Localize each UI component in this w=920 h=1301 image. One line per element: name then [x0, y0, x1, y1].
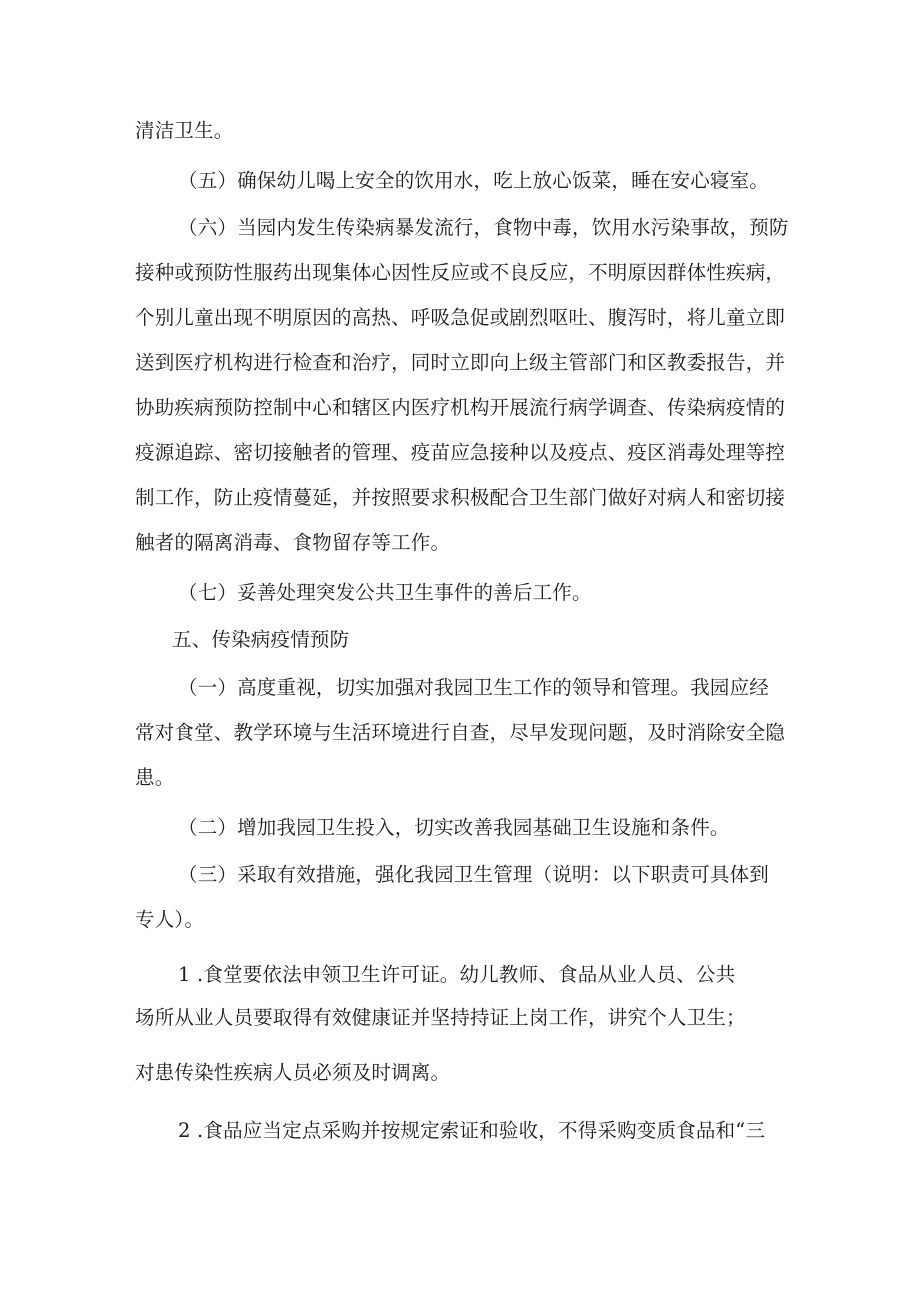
- list-item-line: 1 .食堂要依法申领卫生许可证。幼儿教师、食品从业人员、公共: [178, 963, 736, 986]
- list-item-line: 场所从业人员要取得有效健康证并坚持持证上岗工作，讲究个人卫生；: [135, 1006, 746, 1029]
- paragraph-line: 疫源追踪、密切接触者的管理、疫苗应急接种以及疫点、疫区消毒处理等控: [135, 441, 786, 464]
- paragraph-line: 个别儿童出现不明原因的高热、呼吸急促或剧烈呕吐、腹泻时，将儿童立即: [135, 306, 786, 329]
- paragraph-line: 专人）。: [135, 908, 205, 931]
- list-item-line: 对患传染性疾病人员必须及时调离。: [135, 1061, 451, 1084]
- section-heading: 五、传染病疫情预防: [172, 628, 350, 651]
- paragraph-line: （二）增加我园卫生投入，切实改善我园基础卫生设施和条件。: [178, 816, 730, 839]
- paragraph-line: 接种或预防性服药出现集体心因性反应或不良反应，不明原因群体性疾病，: [135, 261, 786, 284]
- paragraph-line: （七）妥善处理突发公共卫生事件的善后工作。: [178, 581, 592, 604]
- paragraph-line: 患。: [135, 766, 175, 789]
- paragraph-line: 送到医疗机构进行检查和治疗，同时立即向上级主管部门和区教委报告，并: [135, 351, 786, 374]
- list-item-line: 2 .食品应当定点采购并按规定索证和验收，不得采购变质食品和“三: [178, 1119, 766, 1142]
- paragraph-line: （三）采取有效措施，强化我园卫生管理（说明：以下职责可具体到: [178, 863, 770, 886]
- paragraph-line: 清洁卫生。: [135, 119, 234, 142]
- paragraph-line: （五）确保幼儿喝上安全的饮用水，吃上放心饭菜，睡在安心寝室。: [178, 169, 770, 192]
- paragraph-line: （六）当园内发生传染病暴发流行，食物中毒，饮用水污染事故，预防: [178, 216, 789, 239]
- paragraph-line: 制工作，防止疫情蔓延，并按照要求积极配合卫生部门做好对病人和密切接: [135, 486, 786, 509]
- paragraph-line: 触者的隔离消毒、食物留存等工作。: [135, 531, 451, 554]
- paragraph-line: （一）高度重视，切实加强对我园卫生工作的领导和管理。我园应经: [178, 676, 770, 699]
- paragraph-line: 协助疾病预防控制中心和辖区内医疗机构开展流行病学调查、传染病疫情的: [135, 396, 786, 419]
- paragraph-line: 常对食堂、教学环境与生活环境进行自查，尽早发现问题，及时消除安全隐: [135, 721, 786, 744]
